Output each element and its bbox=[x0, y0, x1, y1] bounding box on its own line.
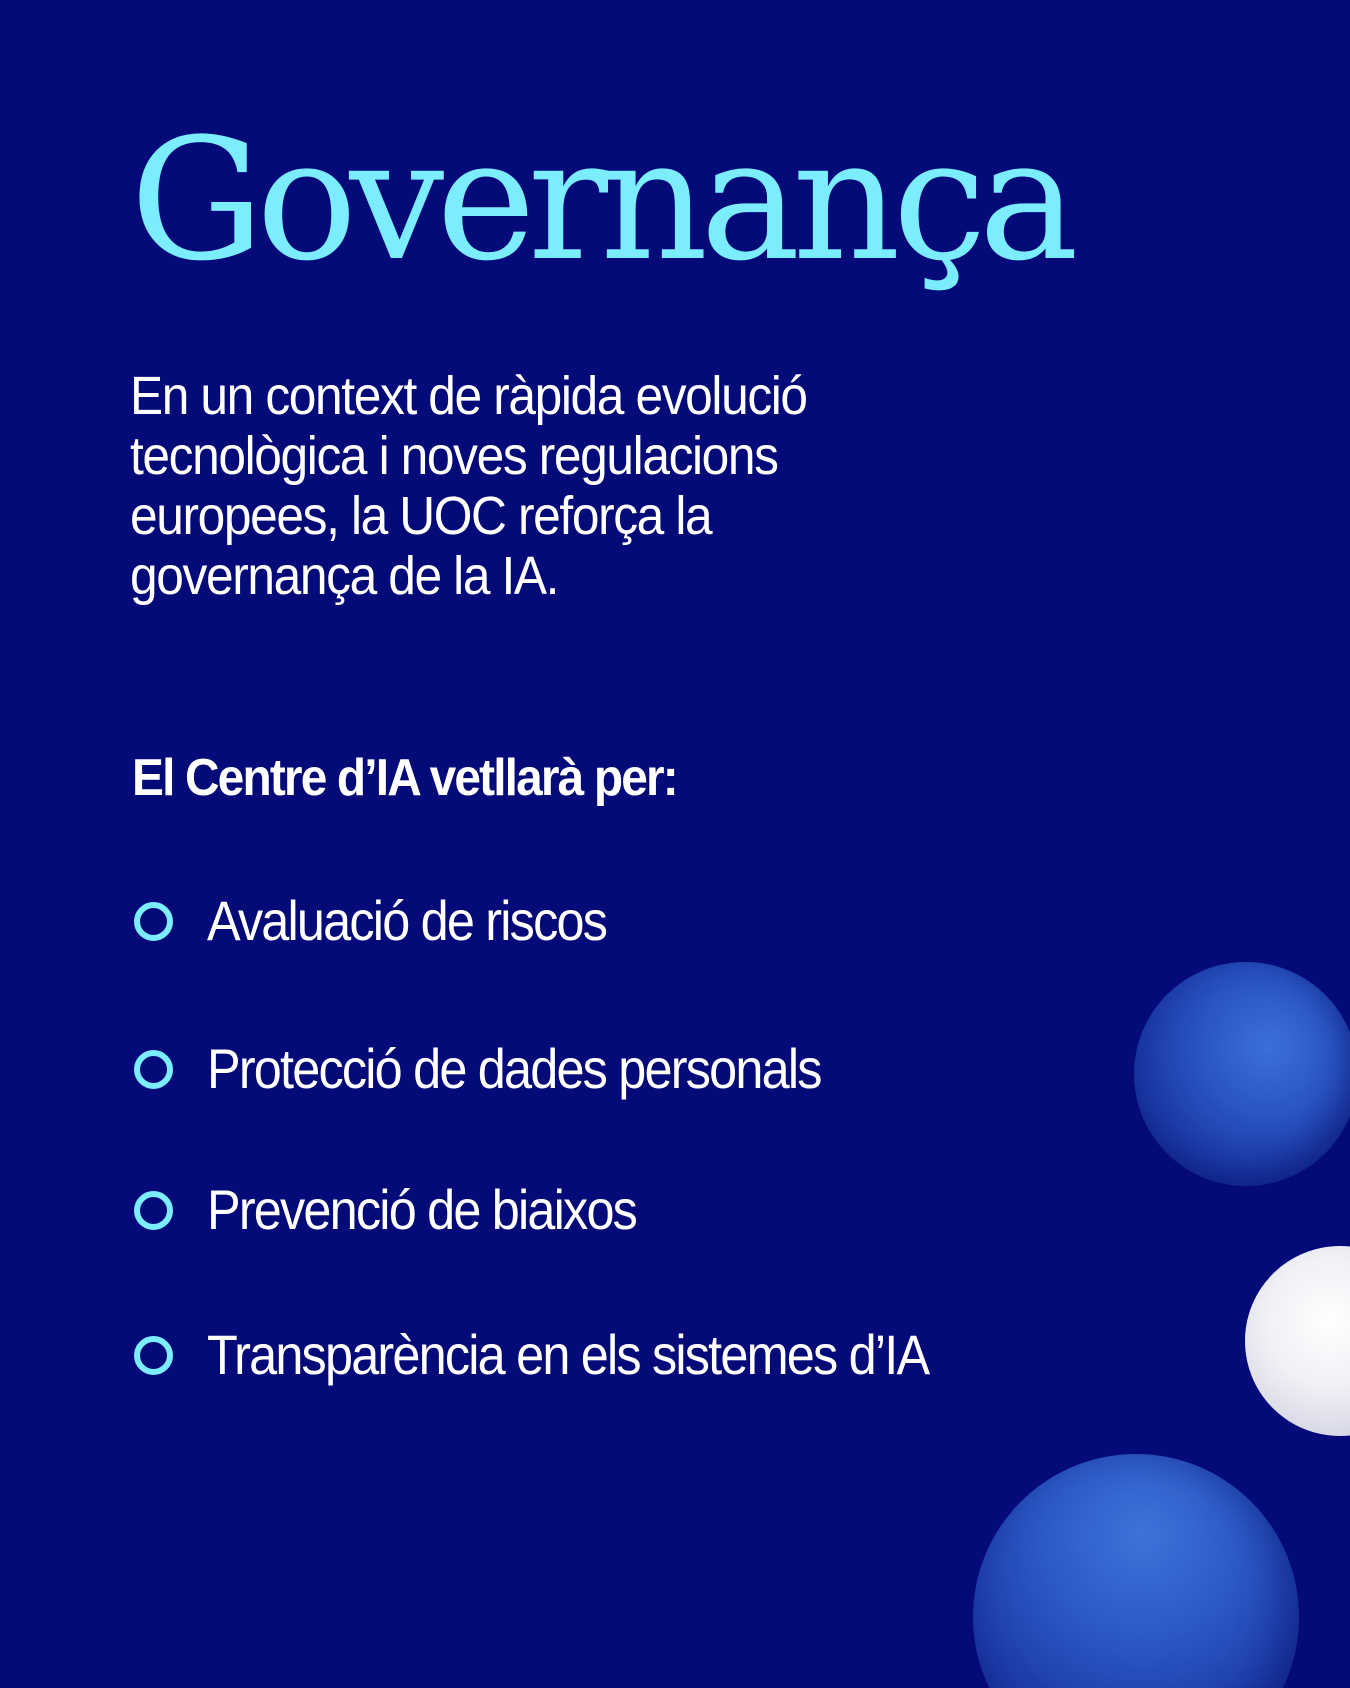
decorative-white-sphere-icon bbox=[1245, 1246, 1350, 1436]
section-heading: El Centre d’IA vetllarà per: bbox=[132, 749, 677, 807]
list-item bbox=[134, 1322, 1008, 1388]
list-item-label: Avaluació de riscos bbox=[207, 889, 607, 952]
decorative-blue-sphere-icon bbox=[1134, 962, 1350, 1186]
list-item-label: Transparència en els sistemes d’IA bbox=[207, 1323, 929, 1386]
circle-bullet-icon bbox=[134, 1191, 173, 1230]
list-item bbox=[134, 1036, 889, 1102]
circle-bullet-icon bbox=[134, 902, 173, 941]
circle-bullet-icon bbox=[134, 1336, 173, 1375]
list-item bbox=[134, 888, 650, 954]
decorative-blue-sphere-large-icon bbox=[973, 1454, 1299, 1688]
list-item bbox=[134, 1177, 684, 1243]
page-title: Governança bbox=[130, 102, 1071, 298]
list-item-label: Prevenció de biaixos bbox=[207, 1178, 637, 1241]
intro-paragraph: En un context de ràpida evolució tecnològica i noves regulacions europees, la UOC reforça la governança de la IA. bbox=[130, 366, 807, 606]
circle-bullet-icon bbox=[134, 1050, 173, 1089]
list-item-label: Protecció de dades personals bbox=[207, 1037, 821, 1100]
